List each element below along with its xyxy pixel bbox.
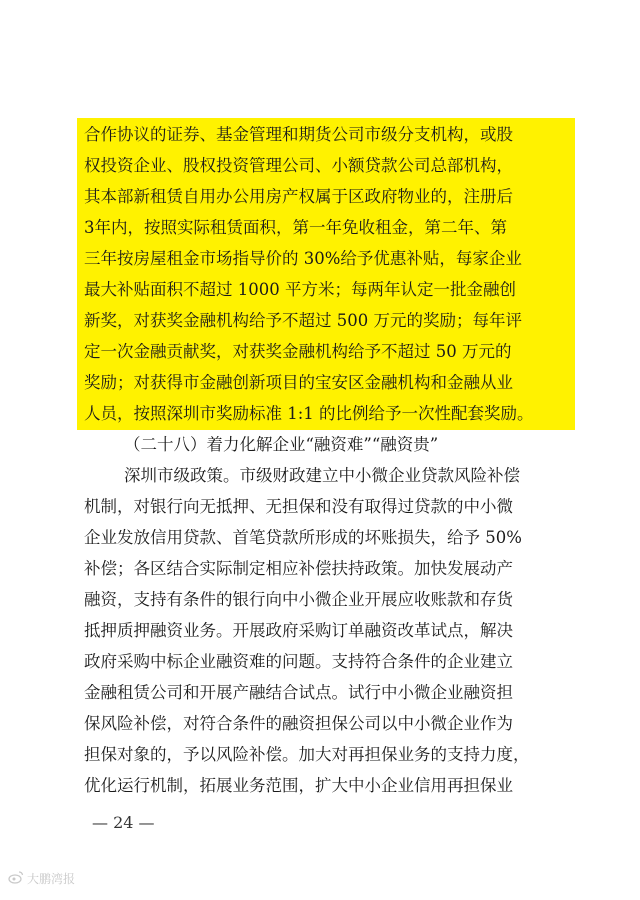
body-text-line: 融资，支持有条件的银行向中小微企业开展应收账款和存货 bbox=[84, 590, 513, 609]
highlighted-text-line: 合作协议的证券、基金管理和期货公司市级分支机构，或股 bbox=[78, 119, 574, 150]
body-text-line: 金融租赁公司和开展产融结合试点。试行中小微企业融资担 bbox=[84, 683, 513, 702]
watermark-text: 大鹏湾报 bbox=[27, 872, 76, 886]
body-text-line: 抵押质押融资业务。开展政府采购订单融资改革试点，解决 bbox=[84, 621, 513, 640]
body-text-line: 深圳市级政策。市级财政建立中小微企业贷款风险补偿 bbox=[124, 466, 520, 485]
highlighted-text-line: 三年按房屋租金市场指导价的 30%给予优惠补贴，每家企业 bbox=[78, 243, 574, 274]
highlighted-text-line: 最大补贴面积不超过 1000 平方米；每两年认定一批金融创 bbox=[78, 274, 574, 305]
highlighted-text-line: 3年内，按照实际租赁面积，第一年免收租金，第二年、第 bbox=[78, 212, 574, 243]
page-number: — 24 — bbox=[92, 813, 155, 832]
highlighted-text-line: 奖励；对获得市金融创新项目的宝安区金融机构和金融从业 bbox=[78, 367, 574, 398]
highlighted-text-line: 新奖，对获奖金融机构给予不超过 500 万元的奖励；每年评 bbox=[78, 305, 574, 336]
section-heading: （二十八）着力化解企业“融资难”“融资贵” bbox=[124, 435, 439, 454]
highlighted-text-line: 定一次金融贡献奖，对获奖金融机构给予不超过 50 万元的 bbox=[78, 336, 574, 367]
highlighted-text-line: 人员，按照深圳市奖励标准 1:1 的比例给予一次性配套奖励。 bbox=[78, 398, 574, 429]
weibo-logo-icon bbox=[8, 870, 24, 887]
watermark bbox=[8, 870, 75, 887]
body-text-line: 补偿；各区结合实际制定相应补偿扶持政策。加快发展动产 bbox=[84, 559, 513, 578]
highlighted-text-line: 其本部新租赁自用办公用房产权属于区政府物业的，注册后 bbox=[78, 181, 574, 212]
body-text-line: 企业发放信用贷款、首笔贷款所形成的坏账损失，给予 50% bbox=[84, 528, 522, 547]
body-text-line: 机制，对银行向无抵押、无担保和没有取得过贷款的中小微 bbox=[84, 497, 513, 516]
body-text-line: 担保对象的，予以风险补偿。加大对再担保业务的支持力度， bbox=[84, 745, 530, 764]
body-text-line: 优化运行机制，拓展业务范围，扩大中小企业信用再担保业 bbox=[84, 776, 513, 795]
body-text-line: 保风险补偿，对符合条件的融资担保公司以中小微企业作为 bbox=[84, 714, 513, 733]
document-body bbox=[84, 119, 564, 801]
highlighted-text-line: 权投资企业、股权投资管理公司、小额贷款公司总部机构， bbox=[78, 150, 574, 181]
body-text-line: 政府采购中标企业融资难的问题。支持符合条件的企业建立 bbox=[84, 652, 513, 671]
